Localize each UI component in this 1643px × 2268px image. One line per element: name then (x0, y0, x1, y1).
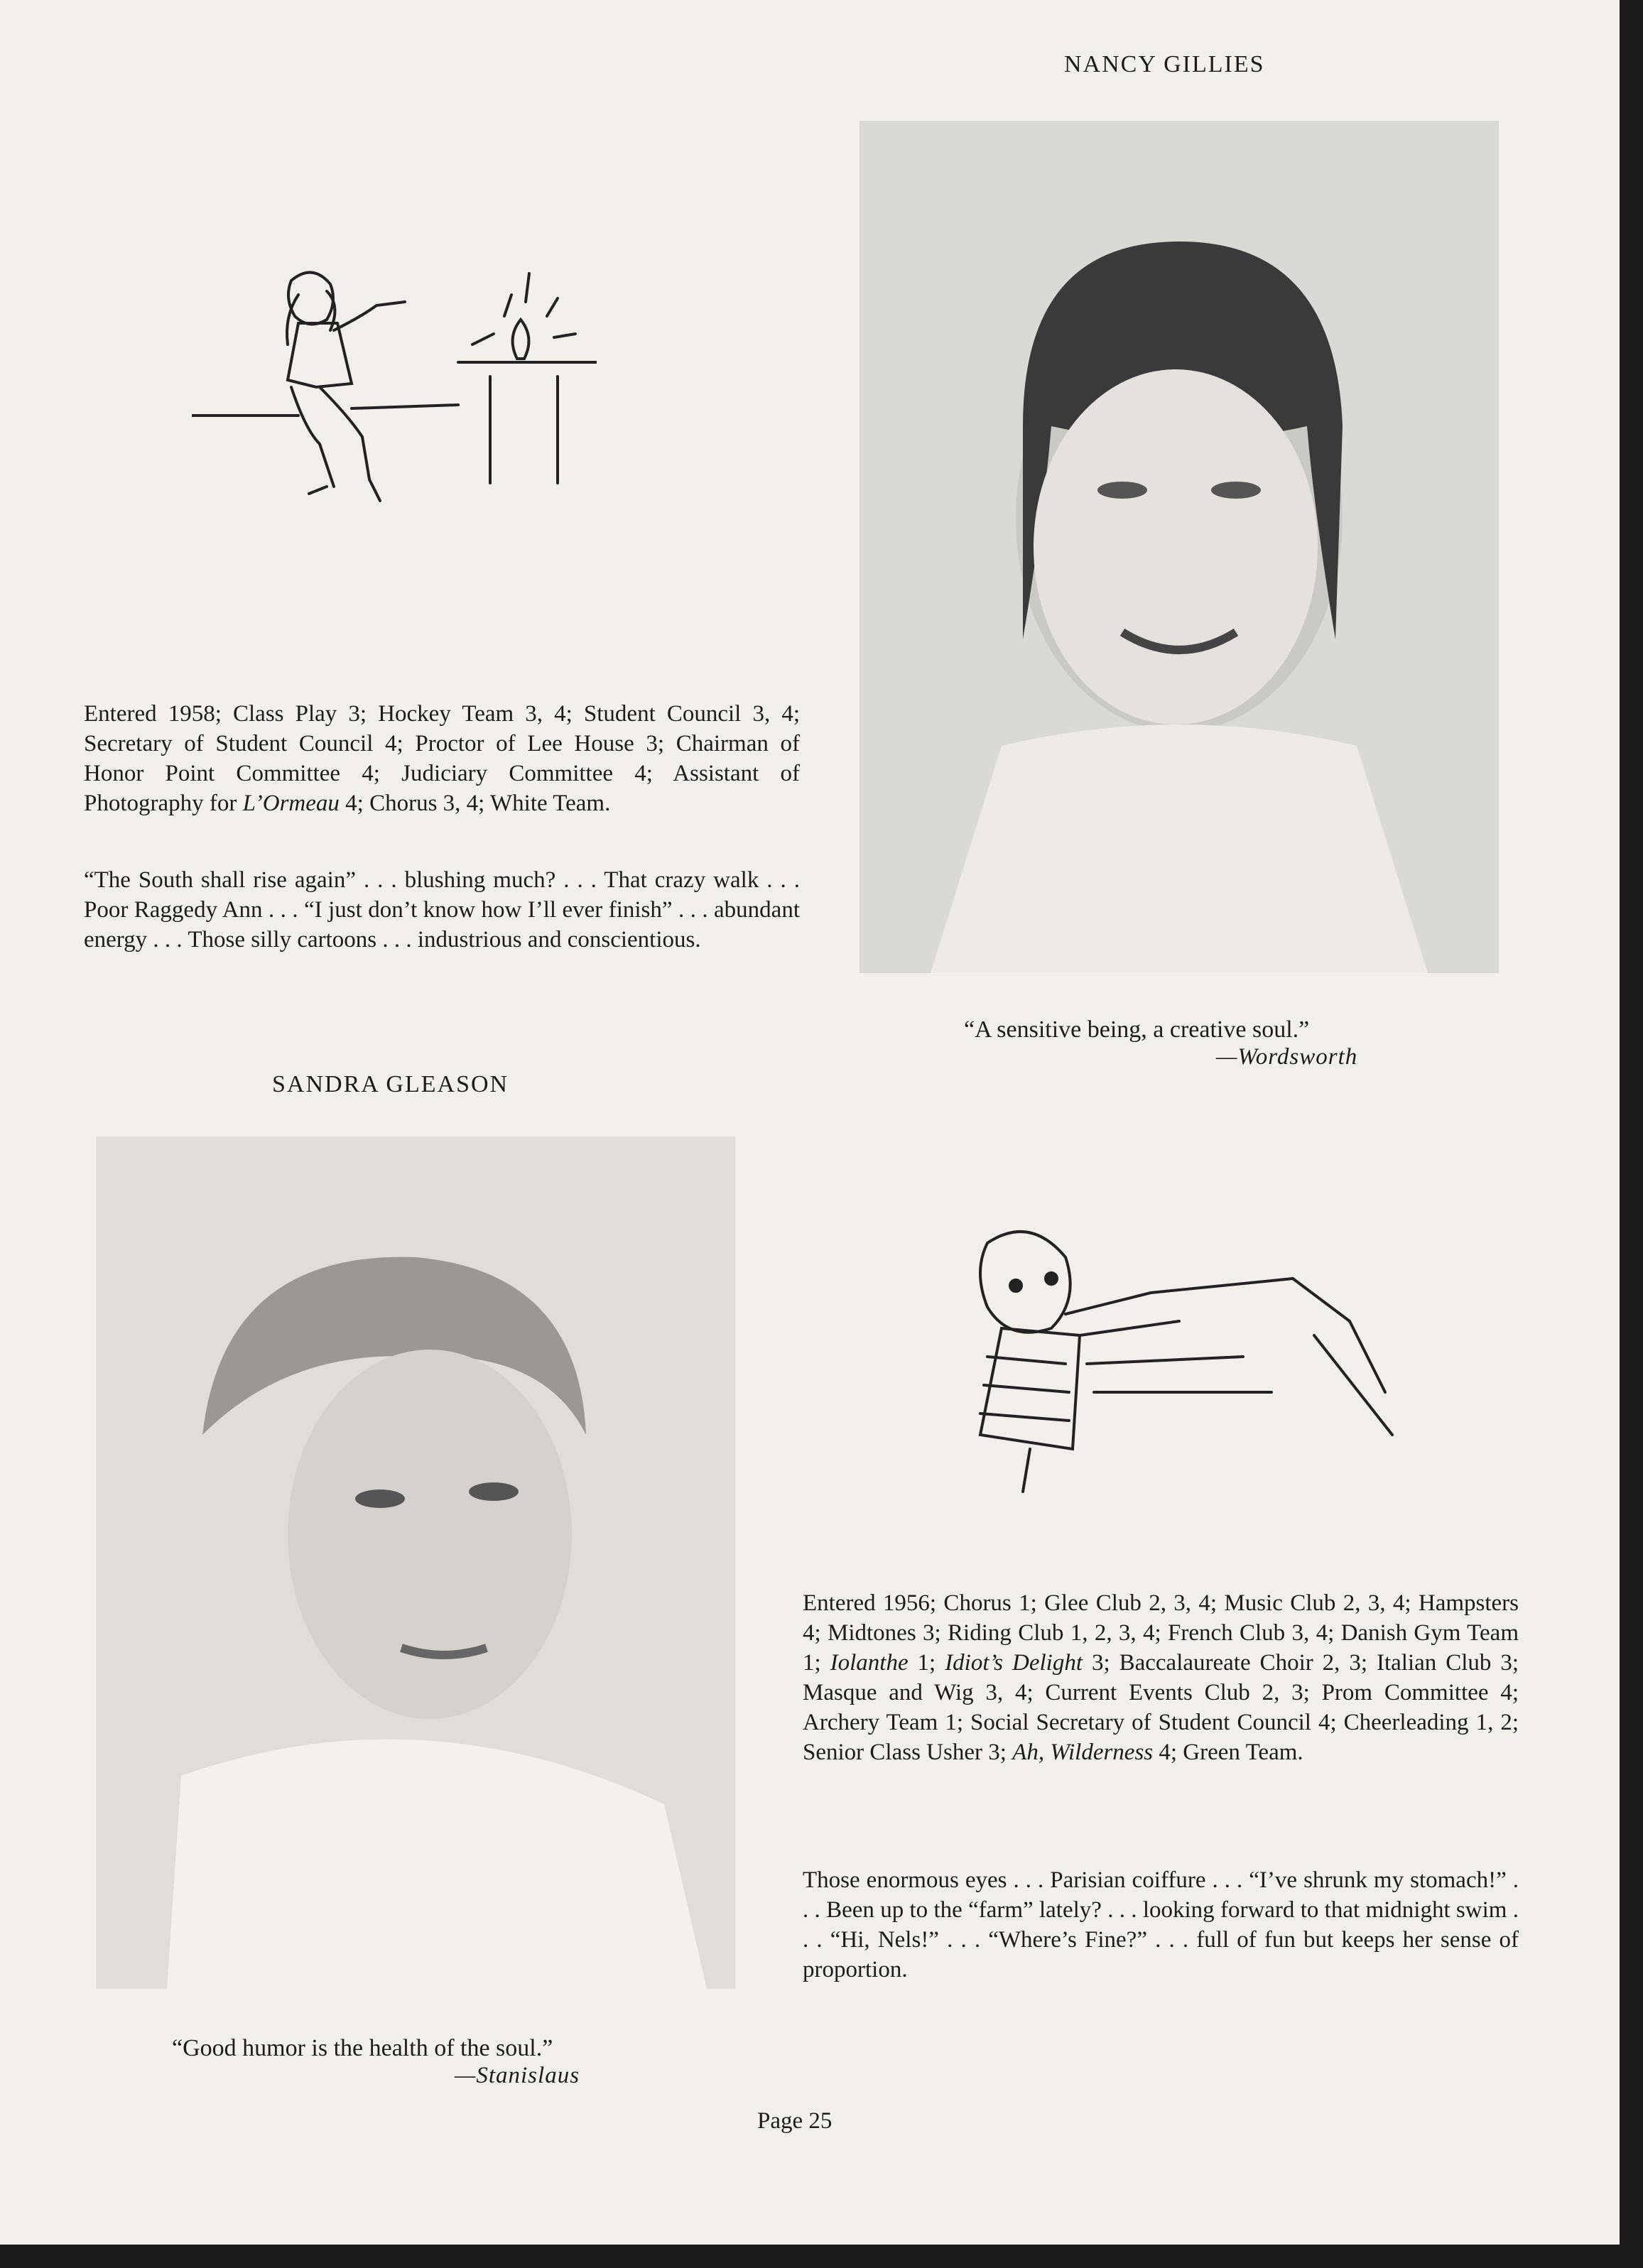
cartoon-sketch-girl-sitting (192, 252, 597, 529)
sandra-gleason-activities: Entered 1956; Chorus 1; Glee Club 2, 3, 4; Music Club 2, 3, 4; Hampsters 4; Midtones 3; Riding Club 1, 2, 3, 4; French Club 3, 4; Danish Gym Team 1; Iolanthe 1; Idiot’s Delight 3; Baccalaureate Choir 2, 3; Italian Club 3; Masque and Wig 3, 4; Current Events Club 2, 3; Prom Committee 4; Archery Team 1; Social Secretary of Student Council 4; Cheerleading 1, 2; Senior Class Usher 3; Ah, Wilderness 4; Green Team. (803, 1590, 1519, 1765)
sandra-gleason-quote-author: —Stanislaus (455, 2063, 580, 2088)
sandra-gleason-description: Those enormous eyes . . . Parisian coiffure . . . “I’ve shrunk my stomach!” . . . Been up to the “farm” lately? . . . looking forward to that midnight swim . . . “Hi, Nels!” . . . “Where’s Fine?” . . . full of fun but keeps her sense of proportion. (803, 1867, 1519, 1982)
page-number: Page 25 (757, 2108, 833, 2134)
student-name-heading: NANCY GILLIES (1064, 51, 1265, 77)
nancy-gillies-description: “The South shall rise again” . . . blushing much? . . . That crazy walk . . . Poor Raggedy Ann . . . “I just don’t know how I’ll ever finish” . . . abundant energy . . . Those silly cartoons . . . industrious and conscientious. (84, 867, 800, 953)
sandra-gleason-portrait-photo (96, 1136, 735, 1989)
student-name-heading: SANDRA GLEASON (272, 1071, 509, 1097)
activity-title-italic: L’Ormeau (242, 791, 340, 816)
nancy-gillies-quote-author: —Wordsworth (1216, 1044, 1358, 1070)
sandra-gleason-quote: “Good humor is the health of the soul.” (172, 2035, 553, 2061)
nancy-gillies-portrait-photo (860, 121, 1499, 973)
cartoon-sketch-girl-striped-sweater (959, 1222, 1399, 1506)
activity-title-italic: Iolanthe (830, 1650, 909, 1676)
nancy-gillies-activities: Entered 1958; Class Play 3; Hockey Team 3, 4; Student Council 3, 4; Secretary of Student Council 4; Proctor of Lee House 3; Chairman of Honor Point Committee 4; Judiciary Committee 4; Assistant of Photography for L’Ormeau 4; Chorus 3, 4; White Team. (84, 701, 800, 816)
activity-title-italic: Ah, Wilderness (1012, 1740, 1154, 1765)
activity-title-italic: Idiot’s Delight (945, 1650, 1083, 1676)
nancy-gillies-quote: “A sensitive being, a creative soul.” (964, 1016, 1310, 1043)
